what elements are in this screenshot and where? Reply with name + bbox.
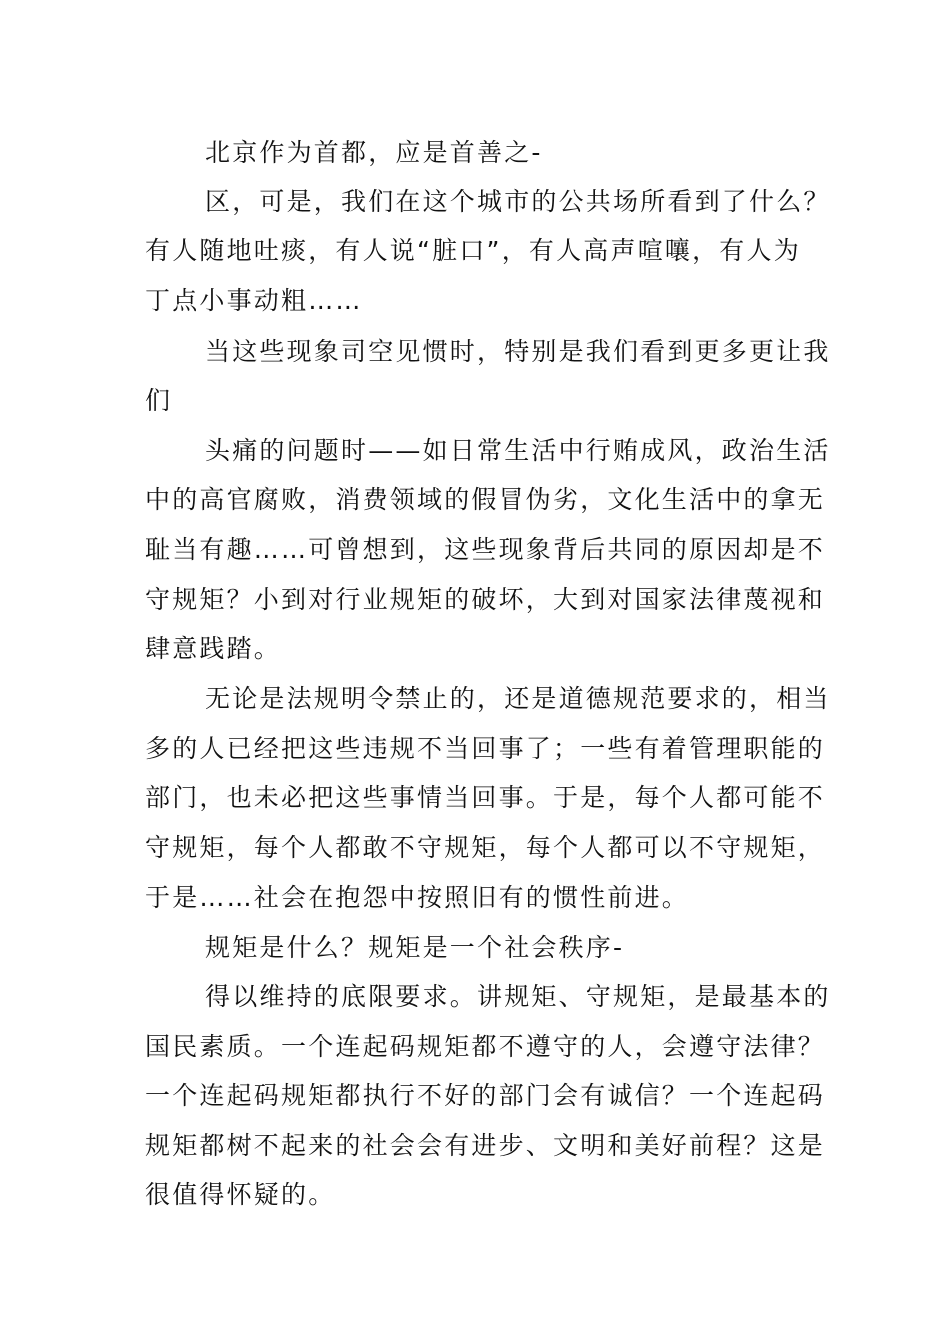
text-line: 国民素质。一个连起码规矩都不遵守的人，会遵守法律？ bbox=[145, 1032, 826, 1061]
text-line: 无论是法规明令禁止的，还是道德规范要求的，相当 bbox=[205, 684, 831, 713]
text-line: 守规矩？小到对行业规矩的破坏，大到对国家法律蔑视和 bbox=[145, 585, 826, 614]
text-line: 很值得怀疑的。 bbox=[145, 1180, 336, 1209]
text-line: 北京作为首都，应是首善之- bbox=[205, 138, 543, 167]
text-line: 有人随地吐痰，有人说“脏口”，有人高声喧嚷，有人为 bbox=[145, 236, 801, 265]
text-line: 于是……社会在抱怨中按照旧有的惯性前进。 bbox=[145, 883, 690, 912]
text-line: 规矩都树不起来的社会会有进步、文明和美好前程？这是 bbox=[145, 1131, 826, 1160]
text-line: 耻当有趣……可曾想到，这些现象背后共同的原因却是不 bbox=[145, 535, 826, 564]
text-line: 当这些现象司空见惯时，特别是我们看到更多更让我 bbox=[205, 337, 831, 366]
text-line: 肆意践踏。 bbox=[145, 634, 282, 663]
text-line: 一个连起码规矩都执行不好的部门会有诚信？一个连起码 bbox=[145, 1081, 826, 1110]
text-line: 规矩是什么？规矩是一个社会秩序- bbox=[205, 933, 625, 962]
text-line: 丁点小事动粗…… bbox=[145, 286, 363, 315]
text-line: 多的人已经把这些违规不当回事了；一些有着管理职能的 bbox=[145, 734, 826, 763]
text-line: 得以维持的底限要求。讲规矩、守规矩，是最基本的 bbox=[205, 982, 831, 1011]
text-line: 区，可是，我们在这个城市的公共场所看到了什么？ bbox=[205, 187, 831, 216]
text-line: 部门，也未必把这些事情当回事。于是，每个人都可能不 bbox=[145, 783, 826, 812]
text-line: 守规矩，每个人都敢不守规矩，每个人都可以不守规矩， bbox=[145, 833, 826, 862]
text-line: 头痛的问题时——如日常生活中行贿成风，政治生活 bbox=[205, 436, 831, 465]
text-line: 们 bbox=[145, 386, 173, 415]
text-line: 中的高官腐败，消费领域的假冒伪劣，文化生活中的拿无 bbox=[145, 485, 826, 514]
